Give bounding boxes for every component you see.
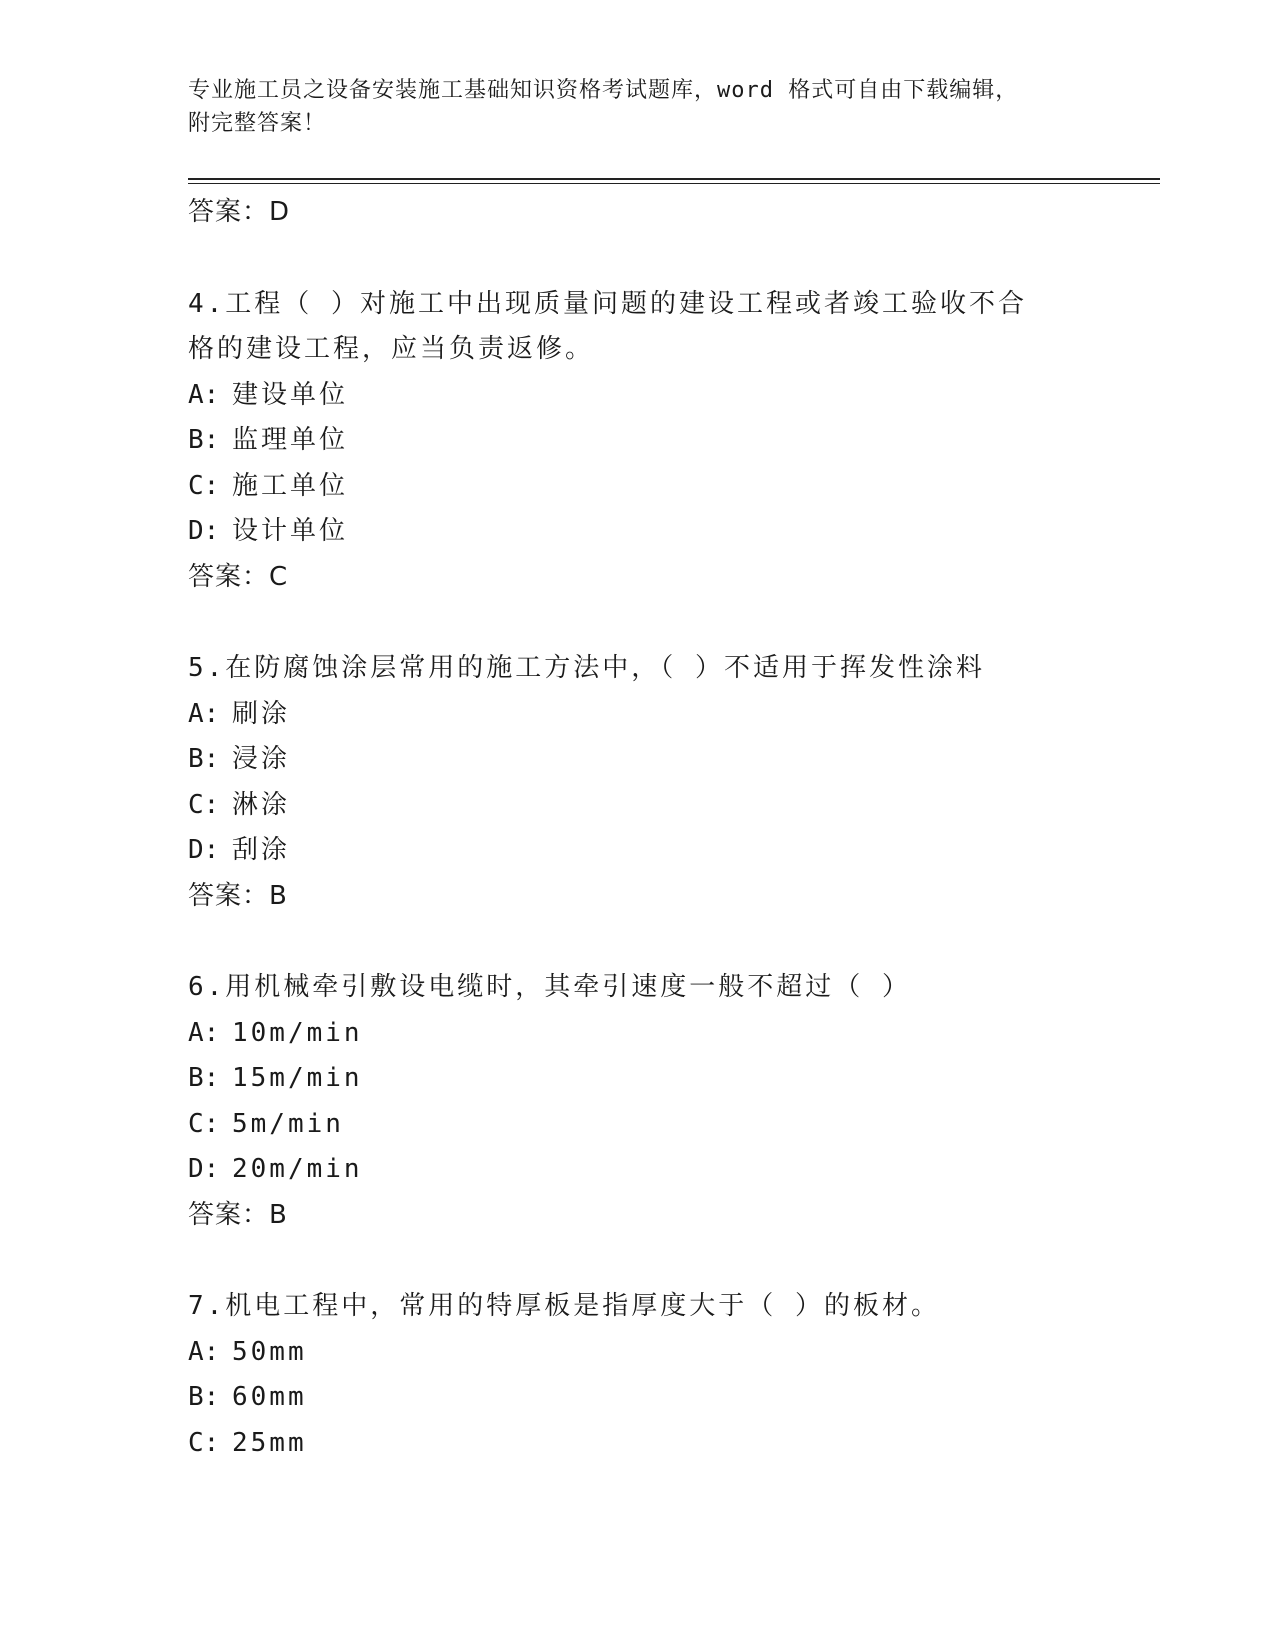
option-item <box>188 373 1168 419</box>
option-item <box>188 692 1168 738</box>
option-letter: A: <box>188 698 220 729</box>
option-letter: D: <box>188 835 220 865</box>
question-list <box>188 190 1168 1466</box>
option-letter: C: <box>188 789 220 820</box>
header-line-2: 附完整答案！ <box>188 111 327 136</box>
question-block <box>188 282 1168 601</box>
option-text: 设计单位 <box>232 516 349 546</box>
option-text: 50mm <box>232 1336 307 1367</box>
option-text: 10m/min <box>232 1017 363 1048</box>
document-header <box>188 74 1088 140</box>
option-text: 监理单位 <box>232 425 349 455</box>
option-text: 60mm <box>232 1382 307 1412</box>
question-text: 4.工程（ ）对施工中出现质量问题的建设工程或者竣工验收不合格的建设工程，应当负责返修。 <box>188 288 1027 364</box>
option-letter: C: <box>188 1427 220 1458</box>
option-item <box>188 1375 1168 1421</box>
option-item <box>188 418 1168 464</box>
option-item <box>188 1102 1168 1148</box>
answer-line: 答案：C <box>188 561 289 592</box>
question-block <box>188 646 1168 919</box>
option-item <box>188 1147 1168 1193</box>
option-letter: B: <box>188 1063 220 1093</box>
option-item <box>188 464 1168 510</box>
question-block <box>188 1284 1168 1466</box>
option-letter: D: <box>188 1154 220 1184</box>
option-item <box>188 1330 1168 1376</box>
option-text: 浸涂 <box>232 744 291 774</box>
option-text: 刮涂 <box>232 835 291 865</box>
option-item <box>188 509 1168 555</box>
option-text: 淋涂 <box>232 789 291 820</box>
option-item <box>188 1011 1168 1057</box>
option-letter: B: <box>188 425 220 455</box>
option-text: 5m/min <box>232 1108 344 1139</box>
option-letter: C: <box>188 1108 220 1139</box>
option-item <box>188 783 1168 829</box>
option-item <box>188 1056 1168 1102</box>
option-item <box>188 1421 1168 1467</box>
option-letter: A: <box>188 1017 220 1048</box>
option-item <box>188 737 1168 783</box>
option-letter: B: <box>188 744 220 774</box>
option-letter: A: <box>188 1336 220 1367</box>
option-text: 20m/min <box>232 1154 363 1184</box>
header-rule-thin <box>188 183 1160 184</box>
option-text: 15m/min <box>232 1063 363 1093</box>
option-text: 建设单位 <box>232 379 349 410</box>
option-text: 刷涂 <box>232 698 291 729</box>
header-line-1: 专业施工员之设备安装施工基础知识资格考试题库，word 格式可自由下载编辑， <box>188 78 1019 103</box>
answer-line: 答案：B <box>188 880 288 911</box>
question-block <box>188 965 1168 1238</box>
header-rule <box>188 178 1160 180</box>
question-text: 7.机电工程中，常用的特厚板是指厚度大于（ ）的板材。 <box>188 1291 940 1321</box>
option-letter: D: <box>188 516 220 546</box>
option-letter: B: <box>188 1382 220 1412</box>
question-text: 6.用机械牵引敷设电缆时，其牵引速度一般不超过（ ） <box>188 972 911 1002</box>
answer-line: 答案：B <box>188 1199 288 1230</box>
question-text: 5.在防腐蚀涂层常用的施工方法中，（ ）不适用于挥发性涂料 <box>188 653 985 683</box>
option-text: 25mm <box>232 1427 307 1458</box>
option-text: 施工单位 <box>232 470 349 501</box>
answer-line: 答案：D <box>188 197 291 227</box>
option-item <box>188 828 1168 874</box>
option-letter: C: <box>188 470 220 501</box>
option-letter: A: <box>188 379 220 410</box>
